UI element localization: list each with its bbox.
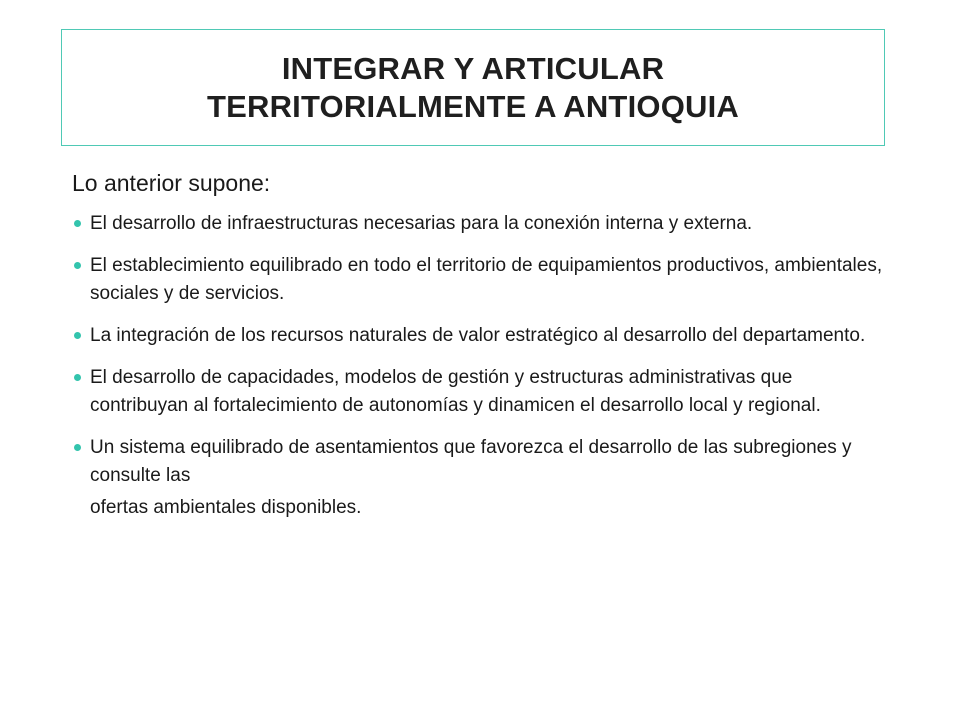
bullet-text: El desarrollo de infraestructuras necesarias para la conexión interna y externa. — [90, 213, 753, 234]
bullet-item — [72, 322, 888, 350]
bullet-text: Un sistema equilibrado de asentamientos que favorezca el desarrollo de las subregiones y consulte las — [90, 437, 852, 486]
bullet-dot-icon — [74, 374, 81, 381]
bullet-item — [72, 210, 888, 238]
bullet-dot-icon — [74, 444, 81, 451]
bullet-item — [72, 434, 888, 490]
title-box — [61, 29, 885, 146]
bullet-item — [72, 364, 888, 420]
bullet-text: El desarrollo de capacidades, modelos de gestión y estructuras administrativas que contribuyan al fortalecimiento de autonomías y dinamicen el desarrollo local y regional. — [90, 367, 821, 416]
bullet-dot-icon — [74, 332, 81, 339]
bullet-text: La integración de los recursos naturales de valor estratégico al desarrollo del departamento. — [90, 325, 866, 346]
bullet-dot-icon — [74, 220, 81, 227]
bullet-list — [72, 210, 888, 490]
intro-text: Lo anterior supone: — [72, 170, 271, 196]
continuation-text: ofertas ambientales disponibles. — [90, 497, 362, 518]
title-line-2: TERRITORIALMENTE A ANTIOQUIA — [206, 88, 739, 124]
title-line-1: INTEGRAR Y ARTICULAR — [281, 50, 665, 86]
bullet-item — [72, 252, 888, 308]
bullet-dot-icon — [74, 262, 81, 269]
bullet-text: El establecimiento equilibrado en todo el territorio de equipamientos productivos, ambientales, sociales y de servicios. — [90, 255, 883, 304]
slide-content — [72, 168, 888, 522]
